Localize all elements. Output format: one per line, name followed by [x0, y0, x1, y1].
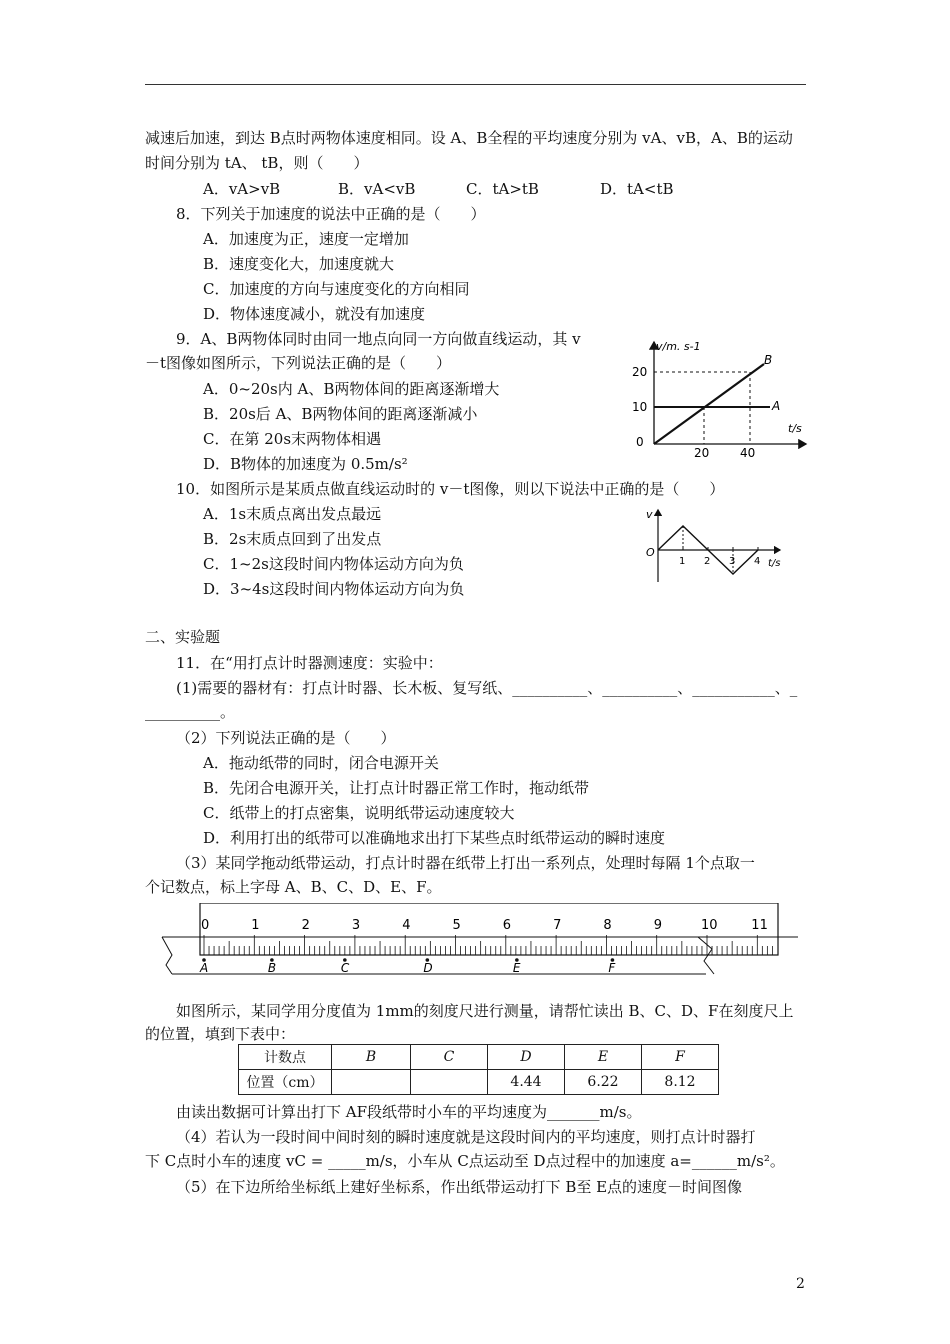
- q9-option-b: B．20s后 A、B两物体间的距离逐渐减小: [203, 405, 478, 423]
- y-tick-10: 10: [632, 400, 648, 414]
- table-cell-input[interactable]: [332, 1070, 411, 1095]
- tape-left-tear: [162, 937, 172, 974]
- tape-point-label: F: [608, 961, 616, 975]
- x-axis-label: t/s: [788, 422, 802, 435]
- tape-point-label: A: [200, 961, 209, 975]
- ruler-number: 1: [251, 918, 260, 933]
- q10-option-c: C．1~2s这段时间内物体运动方向为负: [203, 555, 464, 573]
- y-tick-20: 20: [632, 365, 648, 379]
- q11-p2-option-b: B．先闭合电源开关，让打点计时器正常工作时，拖动纸带: [203, 779, 590, 797]
- tape-point-label: B: [267, 961, 277, 975]
- line-b: [654, 364, 764, 444]
- table-cell: 8.12: [642, 1070, 719, 1095]
- q9-option-c: C．在第 20s末两物体相遇: [203, 430, 382, 448]
- q10-option-d: D．3~4s这段时间内物体运动方向为负: [203, 580, 465, 598]
- y-axis-label: v/m. s-1: [656, 340, 701, 353]
- q8-option-d: D．物体速度减小，就没有加速度: [203, 305, 426, 323]
- table-cell: D: [488, 1045, 565, 1070]
- q8-stem: 8．下列关于加速度的说法中正确的是（ ）: [176, 205, 486, 223]
- ruler-number: 11: [751, 918, 768, 933]
- table-cell: 6.22: [565, 1070, 642, 1095]
- q11-p2-option-c: C．纸带上的打点密集，说明纸带运动速度较大: [203, 804, 515, 822]
- table-cell: 计数点: [239, 1045, 332, 1070]
- q7-option-d: D．tA<tB: [600, 180, 674, 198]
- tape-point-label: E: [512, 961, 521, 975]
- y-axis-label: v: [646, 508, 653, 521]
- x-axis-label: t/s: [768, 558, 781, 569]
- q11-p1-line1: (1)需要的器材有：打点计时器、长木板、复写纸、__________、__________、___________、_: [176, 679, 798, 697]
- x-tick-4: 4: [754, 556, 761, 567]
- q11-p3-text1: 如图所示，某同学用分度值为 1mm的刻度尺进行测量，请帮忙读出 B、C、D、F在刻度尺上: [176, 1002, 794, 1020]
- q11-p2-stem: （2）下列说法正确的是（ ）: [176, 729, 396, 747]
- q7-option-b: B．vA<vB: [338, 180, 416, 198]
- q11-p3-line2: 个记数点，标上字母 A、B、C、D、E、F。: [145, 878, 442, 896]
- tape-point-label: C: [340, 961, 350, 975]
- label-b: B: [764, 353, 773, 367]
- q11-p4-line2: 下 C点时小车的速度 vC = _____m/s，小车从 C点运动至 D点过程中的加速度 a=______m/s²。: [145, 1152, 785, 1170]
- section-title: 二、实验题: [145, 628, 221, 646]
- q10-vt-graph: [638, 506, 788, 588]
- q7-option-a: A．vA>vB: [203, 180, 281, 198]
- x-tick-2: 2: [704, 556, 711, 567]
- page-number: 2: [796, 1276, 805, 1292]
- ruler-body: [200, 903, 778, 955]
- q9-stem-line2: －t图像如图所示，下列说法正确的是（ ）: [145, 354, 452, 372]
- ruler-number: 7: [553, 918, 562, 933]
- q10-option-b: B．2s末质点回到了出发点: [203, 530, 382, 548]
- tape-point-label: D: [423, 961, 433, 975]
- q11-p2-option-a: A．拖动纸带的同时，闭合电源开关: [203, 754, 439, 772]
- header-rule: [145, 84, 806, 85]
- q11-p1-line2: __________。: [145, 703, 236, 721]
- table-cell: B: [332, 1045, 411, 1070]
- table-cell: F: [642, 1045, 719, 1070]
- ruler-number: 5: [452, 918, 461, 933]
- q11-p3-after: 由读出数据可计算出打下 AF段纸带时小车的平均速度为_______m/s。: [176, 1103, 642, 1121]
- x-tick-3: 3: [729, 556, 736, 567]
- q7-option-c: C．tA>tB: [466, 180, 539, 198]
- ruler-number: 3: [351, 918, 361, 933]
- ruler-number: 0: [201, 918, 210, 933]
- origin-label: O: [646, 546, 655, 559]
- table-row: [239, 1070, 719, 1095]
- q10-stem: 10．如图所示是某质点做直线运动时的 v－t图像，则以下说法中正确的是（ ）: [176, 480, 725, 498]
- ruler-number: 8: [603, 918, 612, 933]
- table-row: [239, 1045, 719, 1070]
- q11-p3-text2: 的位置，填到下表中：: [145, 1025, 296, 1043]
- ruler-number: 9: [653, 918, 662, 933]
- table-cell: C: [411, 1045, 488, 1070]
- q8-option-b: B．速度变化大，加速度就大: [203, 255, 395, 273]
- ruler-number: 10: [701, 918, 718, 933]
- x-tick-40: 40: [740, 446, 756, 460]
- q9-option-d: D．B物体的加速度为 0.5m/s²: [203, 455, 408, 473]
- table-cell: E: [565, 1045, 642, 1070]
- ruler-number: 6: [502, 918, 512, 933]
- position-table: [238, 1044, 719, 1095]
- table-cell: 4.44: [488, 1070, 565, 1095]
- ruler-number: 4: [402, 918, 411, 933]
- y-tick-0: 0: [636, 435, 644, 449]
- q9-option-a: A．0~20s内 A、B两物体间的距离逐渐增大: [203, 380, 500, 398]
- x-tick-20: 20: [694, 446, 710, 460]
- q9-vt-graph: [622, 336, 812, 460]
- q11-p4-line1: （4）若认为一段时间中间时刻的瞬时速度就是这段时间内的平均速度，则打点计时器打: [176, 1128, 756, 1146]
- table-cell: 位置（cm）: [239, 1070, 332, 1095]
- x-tick-1: 1: [679, 556, 686, 567]
- q11-p2-option-d: D．利用打出的纸带可以准确地求出打下某些点时纸带运动的瞬时速度: [203, 829, 666, 847]
- ruler-number: 2: [301, 918, 310, 933]
- ruler-tape-figure: [158, 903, 798, 983]
- q10-option-a: A．1s末质点离出发点最远: [203, 505, 382, 523]
- q11-p5-line1: （5）在下边所给坐标纸上建好坐标系，作出纸带运动打下 B至 E点的速度－时间图像: [176, 1178, 743, 1196]
- q11-stem: 11．在“用打点计时器测速度：实验中：: [176, 654, 443, 672]
- q7-text-line2: 时间分别为 tA、 tB，则（ ）: [145, 154, 369, 172]
- q11-p3-line1: （3）某同学拖动纸带运动，打点计时器在纸带上打出一系列点，处理时每隔 1个点取一: [176, 854, 755, 872]
- q8-option-c: C．加速度的方向与速度变化的方向相同: [203, 280, 470, 298]
- q8-option-a: A．加速度为正，速度一定增加: [203, 230, 409, 248]
- q7-text-line1: 减速后加速，到达 B点时两物体速度相同。设 A、B全程的平均速度分别为 vA、vB，A、B的运动: [145, 129, 793, 147]
- label-a: A: [772, 399, 781, 413]
- q9-stem-line1: 9．A、B两物体同时由同一地点向同一方向做直线运动，其 v: [176, 330, 581, 348]
- table-cell-input[interactable]: [411, 1070, 488, 1095]
